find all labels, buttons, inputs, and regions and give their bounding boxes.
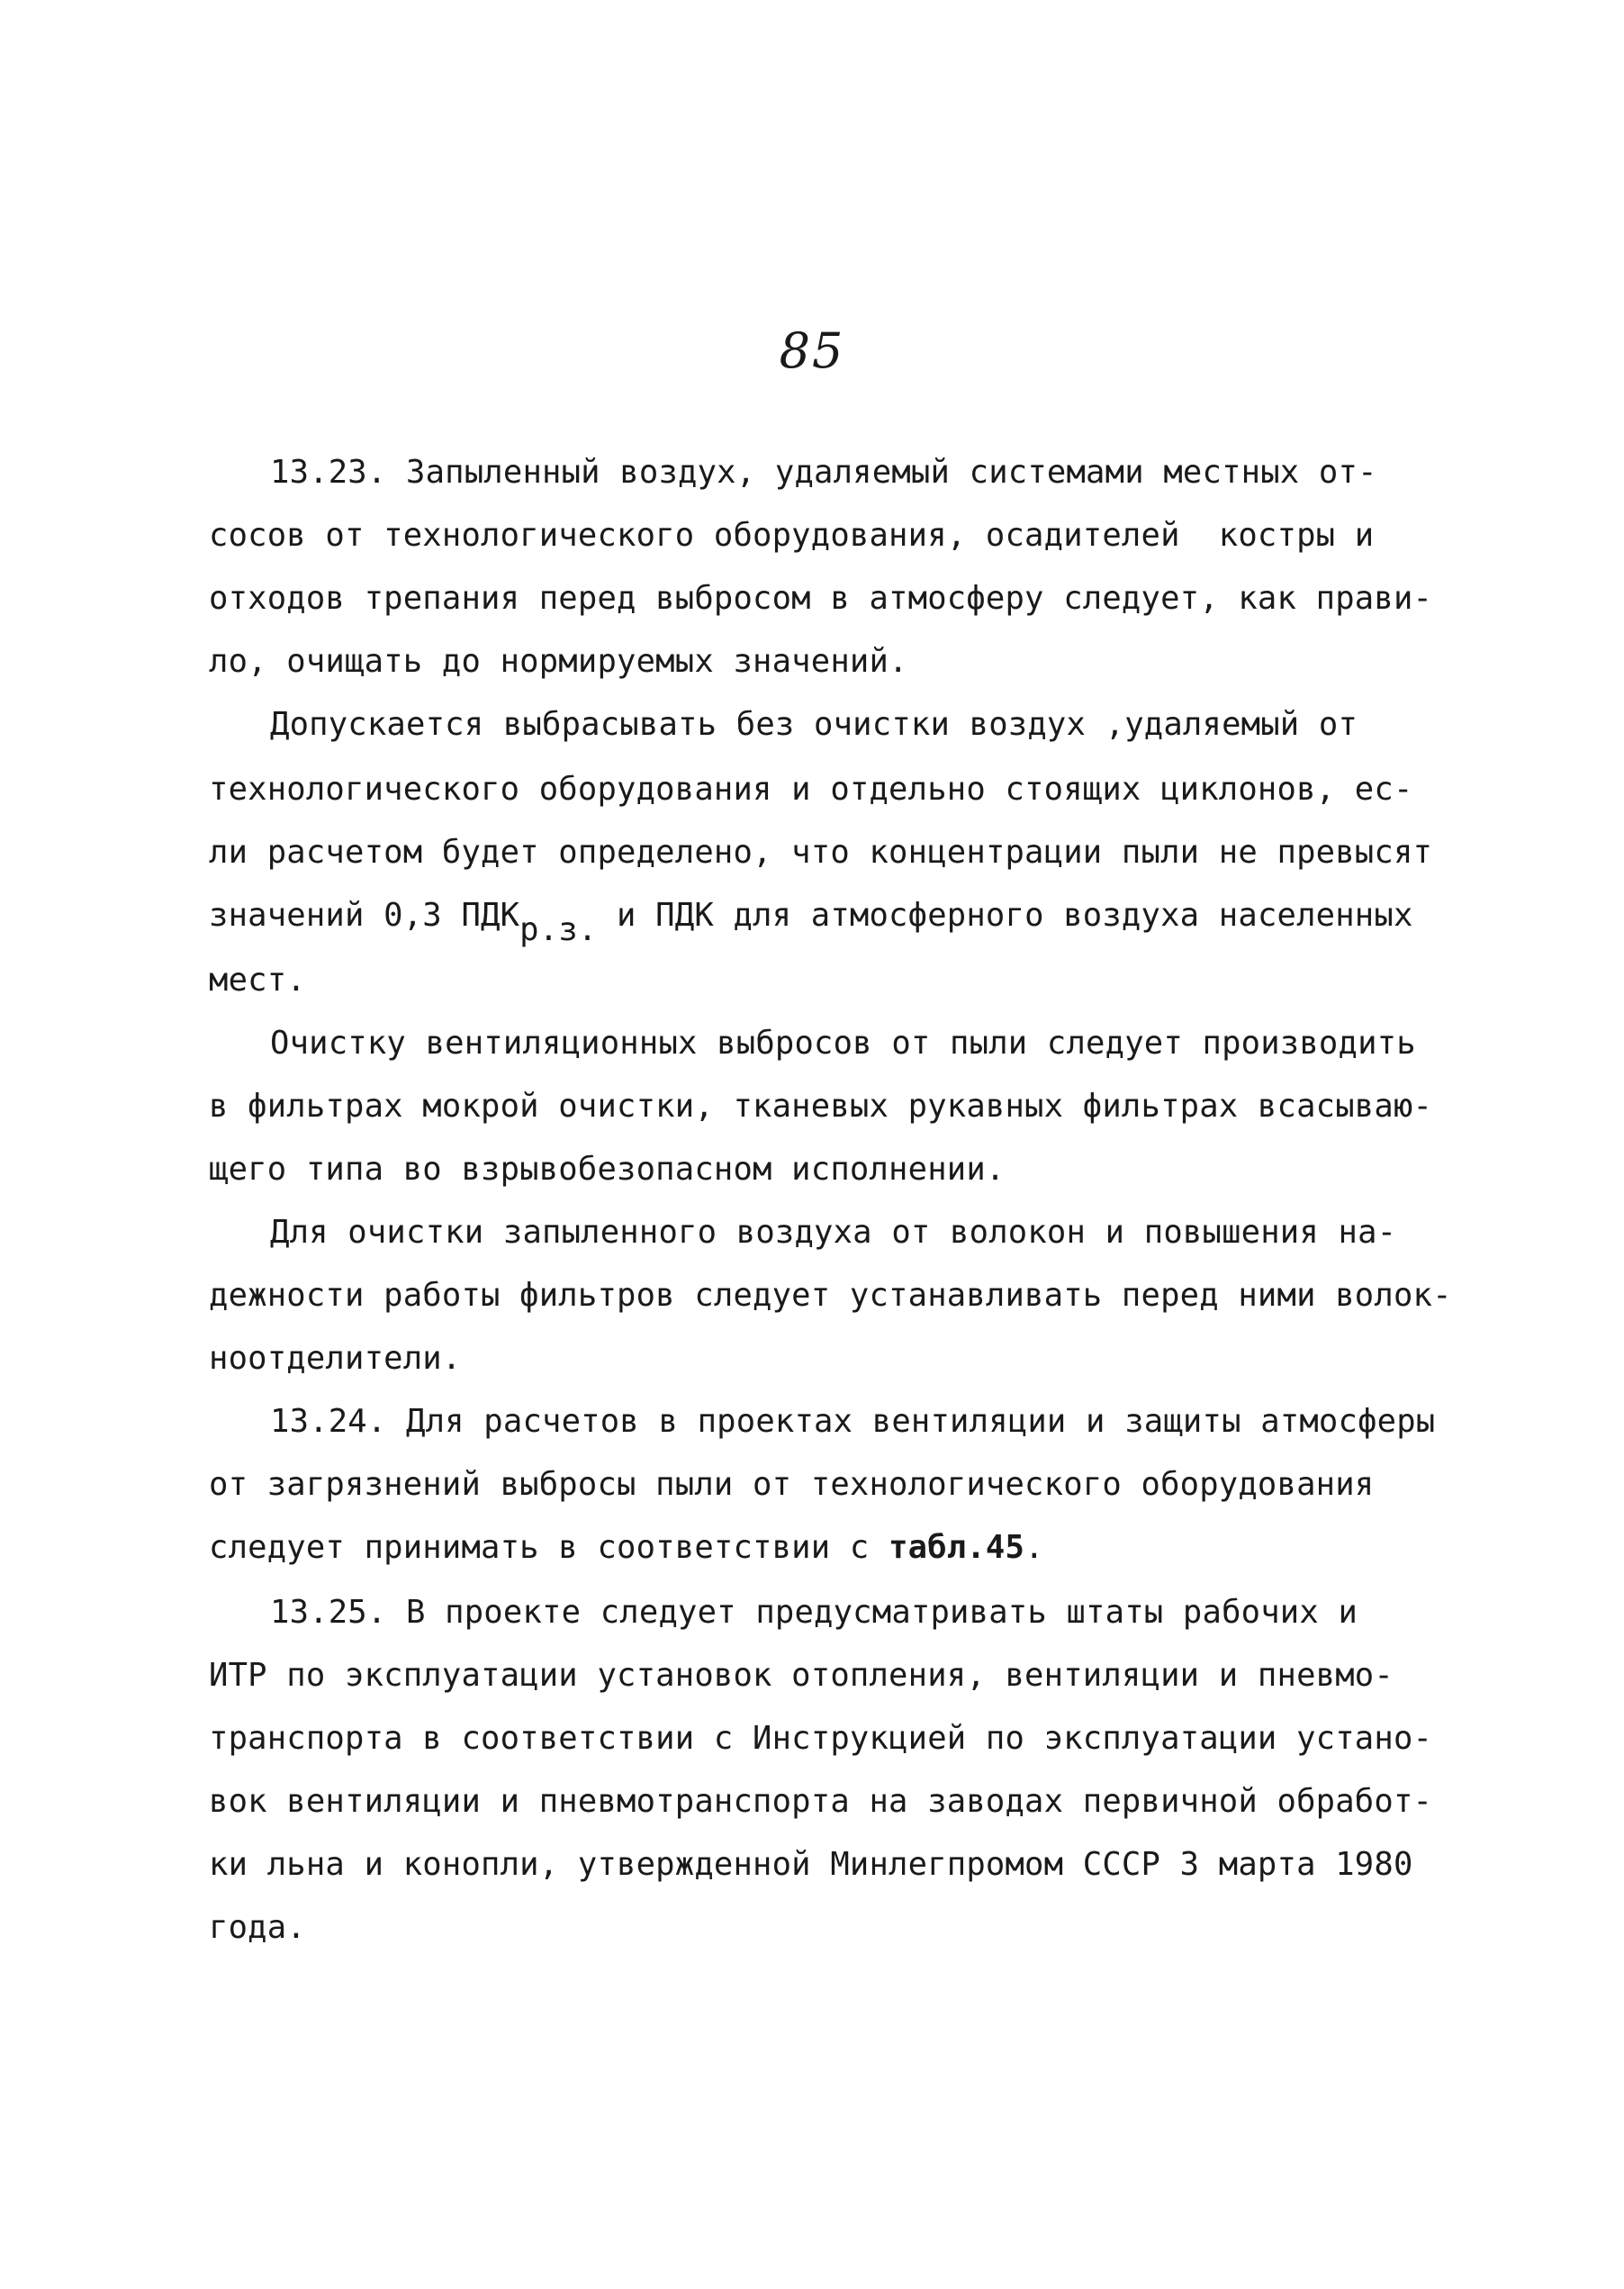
text-line: транспорта в соответствии с Инструкцией по эксплуатации устано-	[209, 1720, 1433, 1757]
subscript: р.з.	[519, 911, 598, 948]
text-line: ИТР по эксплуатации установок отопления, вентиляции и пневмо-	[209, 1657, 1394, 1694]
table-reference: табл.45	[889, 1529, 1025, 1566]
page-number: 85	[779, 322, 845, 379]
text-line	[209, 893, 1413, 948]
text-line: технологического оборудования и отдельно стоящих циклонов, ес-	[209, 771, 1413, 808]
text-segment: следует принимать в соответствии с	[209, 1529, 889, 1566]
text-line: мест.	[209, 962, 306, 999]
text-line: ки льна и конопли, утвержденной Минлегпромом СССР 3 марта 1980	[209, 1846, 1413, 1883]
text-line: Очистку вентиляционных выбросов от пыли следует производить	[270, 1025, 1416, 1062]
text-line: вок вентиляции и пневмотранспорта на заводах первичной обработ-	[209, 1783, 1433, 1820]
text-line	[209, 1525, 1044, 1570]
text-line: дежности работы фильтров следует устанавливать перед ними волок-	[209, 1277, 1452, 1314]
text-line: отходов трепания перед выбросом в атмосферу следует, как прави-	[209, 580, 1433, 617]
text-segment: значений 0,3 ПДК	[209, 897, 520, 934]
text-line: 13.23. Запыленный воздух, удаляемый системами местных от-	[270, 454, 1377, 491]
text-line: щего типа во взрывобезопасном исполнении.	[209, 1151, 1006, 1188]
text-line: в фильтрах мокрой очистки, тканевых рукавных фильтрах всасываю-	[209, 1088, 1433, 1125]
text-line: ло, очищать до нормируемых значений.	[209, 643, 908, 680]
text-line: от загрязнений выбросы пыли от технологического оборудования	[209, 1466, 1375, 1503]
text-line: Для очистки запыленного воздуха от волокон и повышения на-	[270, 1214, 1397, 1251]
text-line: Допускается выбрасывать без очистки воздух ,удаляемый от	[270, 706, 1358, 743]
text-line: сосов от технологического оборудования, осадителей костры и	[209, 517, 1375, 554]
text-line: ли расчетом будет определено, что концентрации пыли не превысят	[209, 834, 1433, 871]
text-segment: .	[1024, 1529, 1044, 1566]
text-line: ноотделители.	[209, 1340, 462, 1377]
text-line: 13.25. В проекте следует предусматривать штаты рабочих и	[270, 1594, 1358, 1631]
text-segment: и ПДК для атмосферного воздуха населенных	[597, 897, 1413, 934]
text-line: 13.24. Для расчетов в проектах вентиляции и защиты атмосферы	[270, 1403, 1436, 1440]
text-line: года.	[209, 1909, 306, 1946]
